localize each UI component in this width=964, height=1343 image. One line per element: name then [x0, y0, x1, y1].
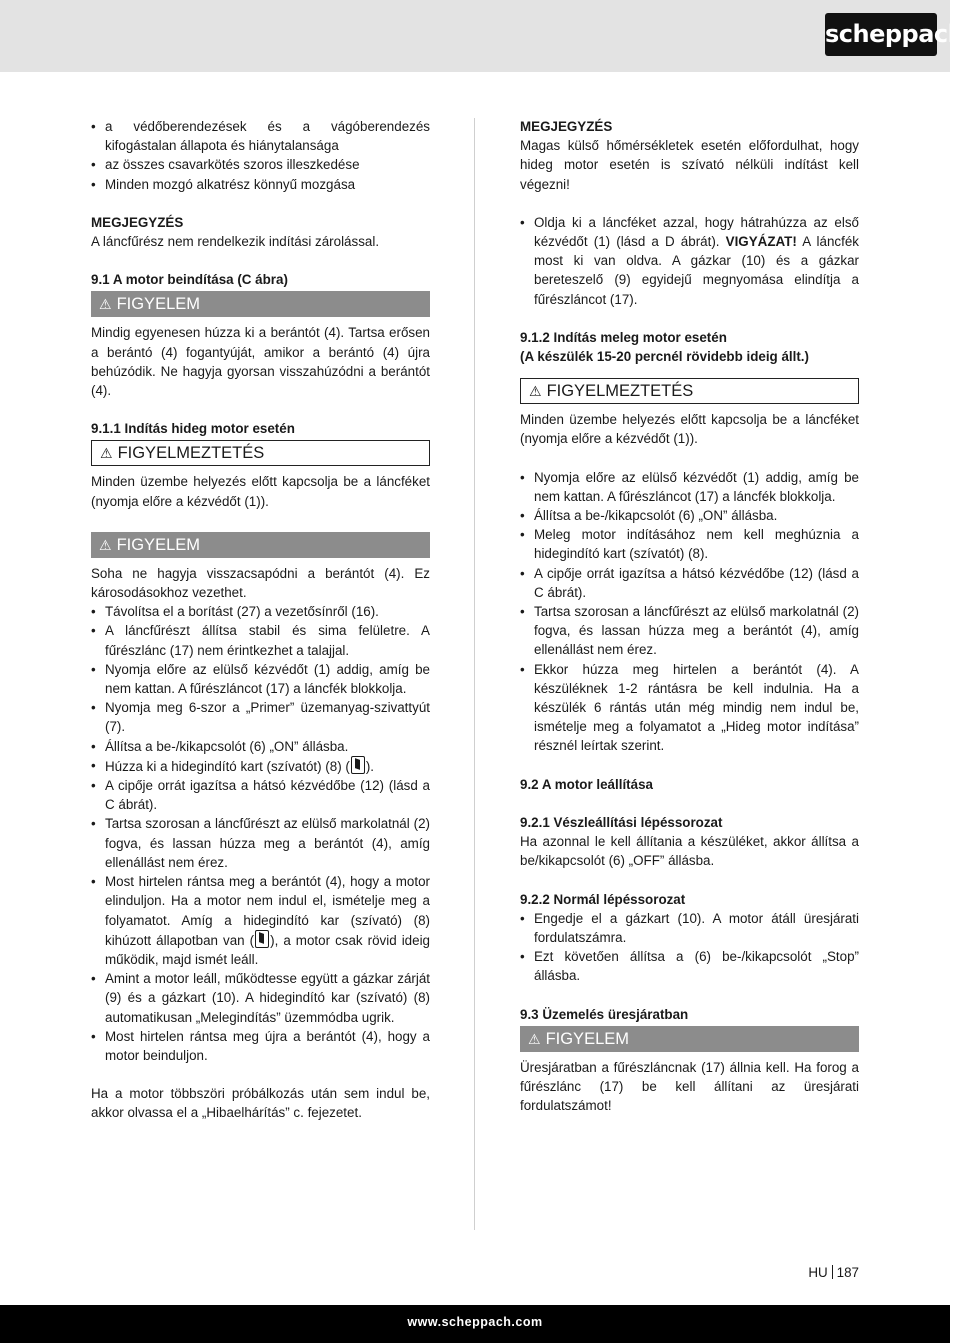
- separator: [832, 1265, 833, 1279]
- warning-triangle-icon: ⚠: [99, 297, 112, 314]
- section-heading: 9.2.2 Normál lépéssorozat: [520, 891, 686, 907]
- paragraph: Ha a motor többszöri próbálkozás után sem indul be, akkor olvassa el a „Hibaelhárítás” c. fejezetet.: [91, 1086, 430, 1121]
- section-subheading: (A készülék 15-20 percnél rövidebb ideig állt.): [520, 349, 809, 365]
- list-item: • Nyomja előre az elülső kézvédőt (1) addig, amíg be nem kattan. A fűrészláncot (17) a láncfék blokkolja.: [91, 660, 430, 698]
- bullet-list: [520, 909, 859, 986]
- list-item: • Távolítsa el a borítást (27) a vezetősínről (16).: [91, 602, 430, 621]
- page-number-value: 187: [836, 1265, 859, 1280]
- list-item: [520, 213, 859, 309]
- list-item: • Nyomja meg 6-szor a „Primer” üzemanyag-szivattyút (7).: [91, 698, 430, 736]
- warning-label: FIGYELMEZTETÉS: [546, 382, 694, 401]
- section-heading: 9.1.1 Indítás hideg motor esetén: [91, 421, 295, 437]
- bullet-list: [520, 213, 859, 309]
- note-text: A láncfűrész nem rendelkezik indítási zárolással.: [91, 234, 380, 250]
- section-heading: 9.2 A motor leállítása: [520, 776, 653, 792]
- list-item: • Ekkor húzza meg hirtelen a berántót (4). A készüléknek 1-2 rántásra be kell indulnia. Ha a készülék 6 rántás után még mindig nem indul be, ismételje meg a folyamatot a „Hideg motor indítása” résznél leírtak szerint.: [520, 660, 859, 756]
- list-item: • A cipője orrát igazítsa a hátsó kézvédőbe (12) (lásd a C ábrát).: [91, 776, 430, 814]
- warning-triangle-icon: ⚠: [528, 1031, 541, 1048]
- brand-logo: scheppach: [825, 13, 937, 56]
- paragraph: Minden üzembe helyezés előtt kapcsolja be a láncféket (nyomja előre a kézvédőt (1)).: [520, 412, 859, 447]
- list-item-text: ).: [365, 758, 375, 774]
- warning-label: FIGYELEM: [545, 1029, 629, 1048]
- column-divider: [474, 118, 475, 1230]
- bullet-list: [91, 602, 430, 1065]
- warning-label: FIGYELEM: [116, 535, 200, 554]
- list-item-text: A láncfék most ki van oldva. A gázkar (10) és a gázkar bereteszelő (9) egyidejű megnyomása elindítja a fűrészláncot (17).: [534, 234, 859, 307]
- section-heading: 9.3 Üzemelés üresjáratban: [520, 1006, 689, 1022]
- warning-box: [91, 532, 430, 558]
- warning-box: [91, 440, 430, 466]
- list-item: [91, 756, 430, 776]
- list-item: • az összes csavarkötés szoros illeszkedése: [91, 155, 430, 174]
- list-item: • Minden mozgó alkatrész könnyű mozgása: [91, 175, 430, 194]
- right-column: [520, 117, 859, 1115]
- list-item: • Ezt követően állítsa a (6) be-/kikapcsolót „Stop” állásba.: [520, 947, 859, 985]
- paragraph: Mindig egyenesen húzza ki a berántót (4). Tartsa erősen a berántó (4) fogantyúját, amikor a berántó (4) újra behúzódik. Ne hagyja gyorsan visszahúzódni a berántót (4).: [91, 325, 430, 399]
- caution-label: VIGYÁZAT!: [725, 234, 797, 250]
- bullet-list: [91, 117, 430, 194]
- choke-icon: [255, 930, 269, 948]
- note-title: MEGJEGYZÉS: [520, 119, 613, 134]
- choke-icon: [351, 756, 365, 774]
- list-item: [91, 872, 430, 969]
- paragraph: Soha ne hagyja visszacsapódni a berántót (4). Ez károsodásokhoz vezethet.: [91, 565, 430, 601]
- list-item: • Állítsa a be-/kikapcsolót (6) „ON” állásba.: [91, 737, 430, 756]
- bullet-list: [520, 468, 859, 756]
- header-bar: [0, 0, 964, 72]
- section-heading: 9.1.2 Indítás meleg motor esetén: [520, 329, 727, 345]
- list-item: • A láncfűrészt állítsa stabil és sima felületre. A fűrészlánc (17) nem érintkezhet a talajjal.: [91, 621, 430, 659]
- paragraph: Üresjáratban a fűrészláncnak (17) állnia kell. Ha forog a fűrészlánc (17) be kell állítani az üresjárati fordulatszámot!: [520, 1059, 859, 1114]
- warning-label: FIGYELEM: [116, 295, 200, 314]
- paragraph: Ha azonnal le kell állítania a készüléket, akkor állítsa a be/kikapcsolót (6) „OFF” állásba.: [520, 834, 859, 869]
- list-item: • Tartsa szorosan a láncfűrészt az elülső markolatnál (2) fogva, és lassan húzza meg a berántót (4), amíg ellenállást nem érez.: [91, 814, 430, 872]
- list-item-text: Húzza ki a hidegindító kart (szívatót) (8) (: [105, 758, 350, 774]
- note-title: MEGJEGYZÉS: [91, 214, 184, 230]
- list-item-text: Oldja ki a láncféket azzal, hogy hátrahúzza az első kézvédőt (1) (lásd a D ábrát).: [534, 214, 859, 250]
- warning-box: [91, 291, 430, 317]
- list-item: • Engedje el a gázkart (10). A motor átáll üresjárati fordulatszámra.: [520, 909, 859, 947]
- list-item: • Állítsa a be-/kikapcsolót (6) „ON” állásba.: [520, 506, 859, 525]
- list-item-text: Most hirtelen rántsa meg a berántót (4), hogy a motor elinduljon. Ha a motor nem indul el, ismételje meg a folyamatot. Amíg a hidegindító kar (szívató) (8) kihúzott állapotban van (: [105, 874, 430, 948]
- warning-box: [520, 1026, 859, 1052]
- left-column: [91, 117, 430, 1123]
- section-heading: 9.1 A motor beindítása (C ábra): [91, 272, 288, 288]
- list-item: • Most hirtelen rántsa meg újra a berántót (4), hogy a motor beinduljon.: [91, 1027, 430, 1065]
- website-link[interactable]: www.scheppach.com: [407, 1315, 543, 1329]
- warning-triangle-icon: ⚠: [100, 446, 113, 463]
- page-number: [790, 1265, 859, 1280]
- list-item: • Nyomja előre az elülső kézvédőt (1) addig, amíg be nem kattan. A fűrészláncot (17) a láncfék blokkolja.: [520, 468, 859, 506]
- warning-label: FIGYELMEZTETÉS: [117, 444, 265, 463]
- list-item: • A cipője orrát igazítsa a hátsó kézvédőbe (12) (lásd a C ábrát).: [520, 564, 859, 602]
- list-item: • Meleg motor indításához nem kell meghúznia a hidegindító kart (szívatót) (8).: [520, 525, 859, 563]
- note-text: Magas külső hőmérsékletek esetén előfordulhat, hogy hideg motor esetén is szívató nélküli indítást kell végezni!: [520, 138, 859, 192]
- warning-triangle-icon: ⚠: [99, 537, 112, 554]
- list-item-text: ), a motor csak rövid ideig működik, majd ismét leáll.: [105, 932, 430, 967]
- warning-box: [520, 378, 859, 404]
- list-item: • Tartsa szorosan a láncfűrészt az elülső markolatnál (2) fogva, és lassan húzza meg a berántót (4), amíg ellenállást nem érez.: [520, 602, 859, 660]
- list-item: • a védőberendezések és a vágóberendezés kifogástalan állapota és hiánytalansága: [91, 117, 430, 155]
- language-code: HU: [808, 1265, 828, 1280]
- paragraph: Minden üzembe helyezés előtt kapcsolja be a láncféket (nyomja előre a kézvédőt (1)).: [91, 474, 430, 509]
- warning-triangle-icon: ⚠: [529, 384, 542, 401]
- footer-bar: [0, 1305, 950, 1343]
- section-heading: 9.2.1 Vészleállítási lépéssorozat: [520, 814, 723, 830]
- list-item: • Amint a motor leáll, működtesse együtt a gázkar zárját (9) és a gázkart (10). A hidegindító kar (szívató) (8) automatikusan „Melegindítás” üzemmódba ugrik.: [91, 969, 430, 1027]
